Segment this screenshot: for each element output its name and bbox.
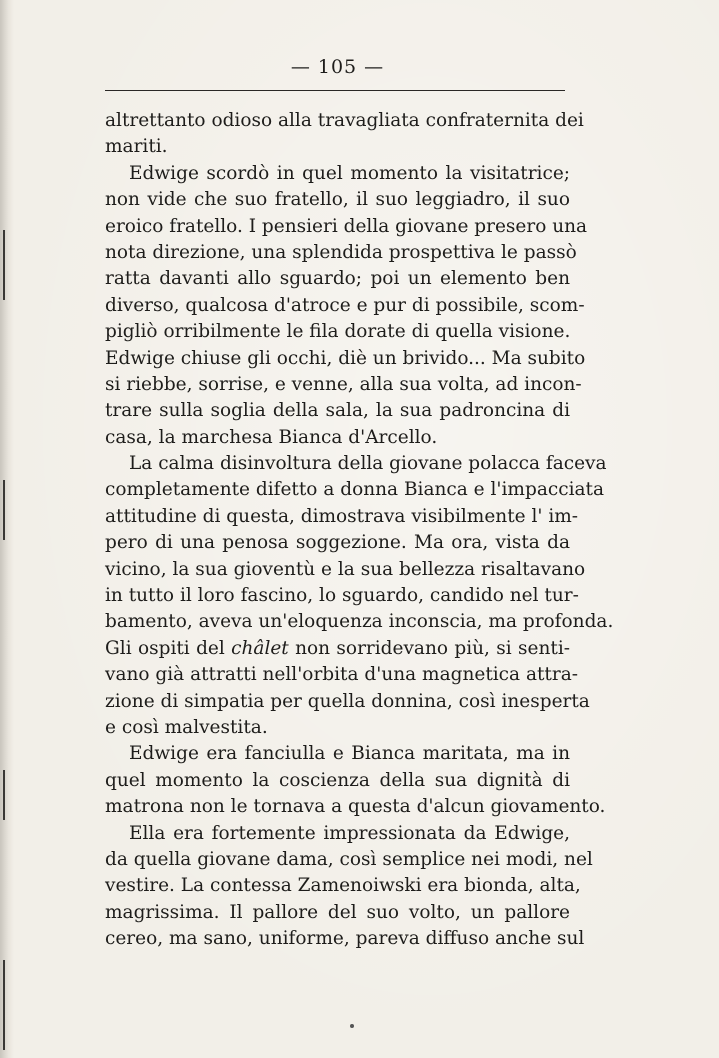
text-line: vestire. La contessa Zamenoiwski era bionda, alta, xyxy=(105,875,581,897)
binding-mark xyxy=(3,770,5,820)
text-line: diverso, qualcosa d'atroce e pur di possibile, scom- xyxy=(105,294,585,316)
text-line: mariti. xyxy=(105,136,168,158)
text-line: si riebbe, sorrise, e venne, alla sua volta, ad incon- xyxy=(105,373,582,395)
text-fragment: non sorridevano più, si senti- xyxy=(288,637,570,659)
binding-mark xyxy=(3,230,5,300)
text-line: Ella era fortemente impressionata da Edwige, xyxy=(129,822,570,844)
text-line: zione di simpatia per quella donnina, così inesperta xyxy=(105,690,590,712)
page-speck xyxy=(350,1024,354,1028)
text-line: La calma disinvoltura della giovane polacca faceva xyxy=(129,453,607,475)
text-line: Edwige scordò in quel momento la visitatrice; xyxy=(129,162,570,184)
text-line: ratta davanti allo sguardo; poi un elemento ben xyxy=(105,268,570,290)
text-line: da quella giovane dama, così semplice nei modi, nel xyxy=(105,848,593,870)
text-line: non vide che suo fratello, il suo leggiadro, il suo xyxy=(105,189,570,211)
text-line: quel momento la coscienza della sua dignità di xyxy=(105,769,570,791)
text-line: cereo, ma sano, uniforme, pareva diffuso anche sul xyxy=(105,928,585,950)
page-number: — 105 — xyxy=(290,56,385,78)
body-text xyxy=(105,108,614,953)
text-line: attitudine di questa, dimostrava visibilmente l' im- xyxy=(105,505,579,527)
text-line: vicino, la sua gioventù e la sua bellezza risaltavano xyxy=(105,558,586,580)
text-line: altrettanto odioso alla travagliata confraternita dei xyxy=(105,110,584,131)
text-line: e così malvestita. xyxy=(105,716,268,738)
binding-mark xyxy=(3,480,5,540)
header-rule xyxy=(105,90,565,91)
text-line: nota direzione, una splendida prospettiva le passò xyxy=(105,241,577,263)
text-line: eroico fratello. I pensieri della giovane presero una xyxy=(105,215,588,237)
italic-word: châlet xyxy=(231,637,289,659)
text-line: matrona non le tornava a questa d'alcun giovamento. xyxy=(105,796,606,818)
text-line: pero di una penosa soggezione. Ma ora, vista da xyxy=(105,532,570,554)
text-fragment: Gli ospiti del xyxy=(105,637,232,659)
text-line: magrissima. Il pallore del suo volto, un pallore xyxy=(105,901,570,923)
text-line xyxy=(105,636,570,662)
text-line: completamente difetto a donna Bianca e l'impacciata xyxy=(105,479,604,501)
text-line: in tutto il loro fascino, lo sguardo, candido nel tur- xyxy=(105,585,579,607)
text-line: vano già attratti nell'orbita d'una magnetica attra- xyxy=(105,664,578,686)
text-line: trare sulla soglia della sala, la sua padroncina di xyxy=(105,400,570,422)
text-line: Edwige chiuse gli occhi, diè un brivido... Ma subito xyxy=(105,347,586,369)
text-line: casa, la marchesa Bianca d'Arcello. xyxy=(105,426,438,448)
text-line: Edwige era fanciulla e Bianca maritata, ma in xyxy=(129,743,570,765)
text-line: pigliò orribilmente le fila dorate di quella visione. xyxy=(105,321,571,343)
binding-mark xyxy=(3,960,5,1050)
text-line: bamento, aveva un'eloquenza inconscia, ma profonda. xyxy=(105,611,614,633)
